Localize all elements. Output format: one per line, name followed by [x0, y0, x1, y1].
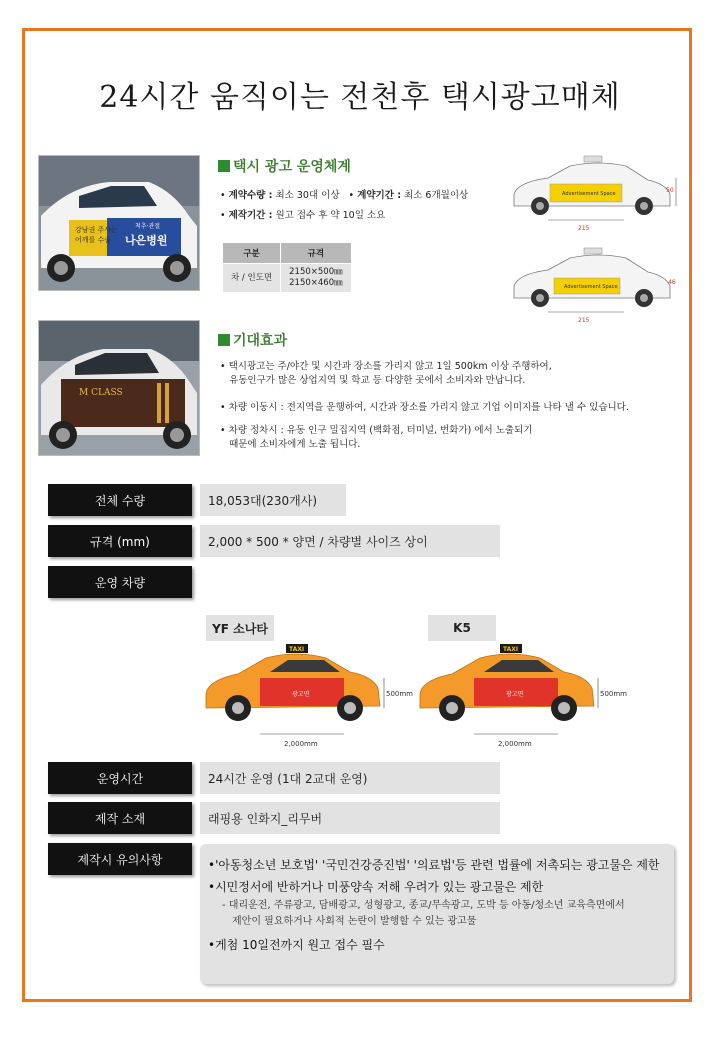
total-qty-value: 18,053대(230개사): [200, 484, 346, 516]
green-square-icon: [218, 334, 230, 346]
taxi-photo-hospital: [38, 155, 200, 291]
photo-mclass-text: M CLASS: [79, 388, 123, 398]
note-3: •게첨 10일전까지 원고 접수 필수: [208, 938, 385, 952]
photo-ad-hospital: 나은병원: [125, 234, 168, 247]
height-label: 500mm: [600, 690, 627, 698]
height-label-top: 50: [666, 187, 674, 194]
width-label-bottom: 215: [578, 317, 590, 324]
width-label-top: 215: [578, 225, 590, 232]
spec-value: 2,000 * 500 * 양면 / 차량별 사이즈 상이: [200, 525, 500, 557]
production-info: • 제작기간 : 원고 접수 후 약 10일 소요: [220, 210, 386, 221]
taxi-diagram-top: [508, 154, 688, 234]
ad-space-label: Advertisement Space: [564, 284, 618, 290]
height-label: 500mm: [386, 690, 413, 698]
hours-value: 24시간 운영 (1대 2교대 운영): [200, 762, 500, 794]
section-effect-heading: 기대효과: [218, 330, 287, 350]
note-sub-2: 제안이 필요하거나 사회적 논란이 발행할 수 있는 광고물: [232, 916, 477, 927]
ad-space-label: Advertisement Space: [562, 191, 616, 197]
notes-label: 제작시 유의사항: [48, 843, 192, 875]
effect-bullet-1: • 택시광고는 주/야간 및 시간과 장소를 가리지 않고 1일 500km 이상 주행하여, 유동인구가 많은 상업지역 및 학교 등 다양한 곳에서 소비자와 만납니다.: [220, 361, 552, 386]
hours-label: 운영시간: [48, 762, 192, 794]
vehicle-label: 운영 차량: [48, 566, 192, 598]
car-label-k5: K5: [428, 615, 496, 641]
total-qty-label: 전체 수량: [48, 484, 192, 516]
spec-row-values: 2150×500㎜ 2150×460㎜: [281, 264, 351, 293]
taxi-k5-diagram: [414, 642, 634, 758]
note-sub-1: - 대리운전, 주류광고, 담배광고, 성형광고, 종교/무속광고, 도박 등 아동/청소년 교육측면에서: [222, 900, 625, 911]
width-label: 2,000mm: [284, 740, 318, 748]
contract-info: • 계약수량 : 최소 30대 이상 • 계약기간 : 최소 6개월이상: [220, 190, 469, 201]
taxi-roof-sign: TAXI: [503, 646, 519, 653]
spec-table: [222, 242, 352, 293]
material-label: 제작 소재: [48, 802, 192, 834]
note-2: •시민정서에 반하거나 미풍양속 저해 우려가 있는 광고물은 제한: [208, 880, 544, 894]
height-label-bottom: 46: [668, 279, 676, 286]
page-title: 24시간 움직이는 전천후 택시광고매체: [99, 80, 621, 115]
width-label: 2,000mm: [498, 740, 532, 748]
section-operation-heading: 택시 광고 운영체계: [218, 156, 351, 176]
material-value: 래핑용 인화지_리무버: [200, 802, 500, 834]
taxi-diagram-bottom: [508, 246, 688, 326]
photo-ad-line2: 어깨를 수술: [75, 236, 112, 244]
taxi-photo-mclass: [38, 320, 200, 456]
green-square-icon: [218, 160, 230, 172]
ad-area-label: 광고면: [292, 691, 310, 698]
spec-row-label: 차 / 인도면: [223, 264, 281, 293]
photo-ad-line1: 강남권 주사는: [75, 226, 118, 234]
ad-area-label: 광고면: [506, 691, 524, 698]
taxi-sonata-diagram: [200, 642, 420, 758]
spec-header-size: 규격: [281, 243, 351, 264]
taxi-roof-sign: TAXI: [289, 646, 305, 653]
notes-box: [200, 844, 674, 984]
photo-ad-tag: 척추·관절: [135, 223, 161, 230]
effect-bullet-3: • 차량 정차시 : 유동 인구 밀집지역 (백화점, 터미널, 번화가) 에서 노출되기 때문에 소비자에게 노출 됩니다.: [220, 425, 533, 450]
note-1: •'아동청소년 보호법' '국민건강증진법' '의료법'등 관련 법률에 저촉되는 광고물은 제한: [208, 858, 660, 872]
spec-label: 규격 (mm): [48, 525, 192, 557]
spec-header-type: 구분: [223, 243, 281, 264]
effect-bullet-2: • 차량 이동시 : 전지역을 운행하여, 시간과 장소를 가리지 않고 기업 이미지를 나타 낼 수 있습니다.: [220, 402, 629, 413]
car-label-sonata: YF 소나타: [206, 615, 274, 641]
